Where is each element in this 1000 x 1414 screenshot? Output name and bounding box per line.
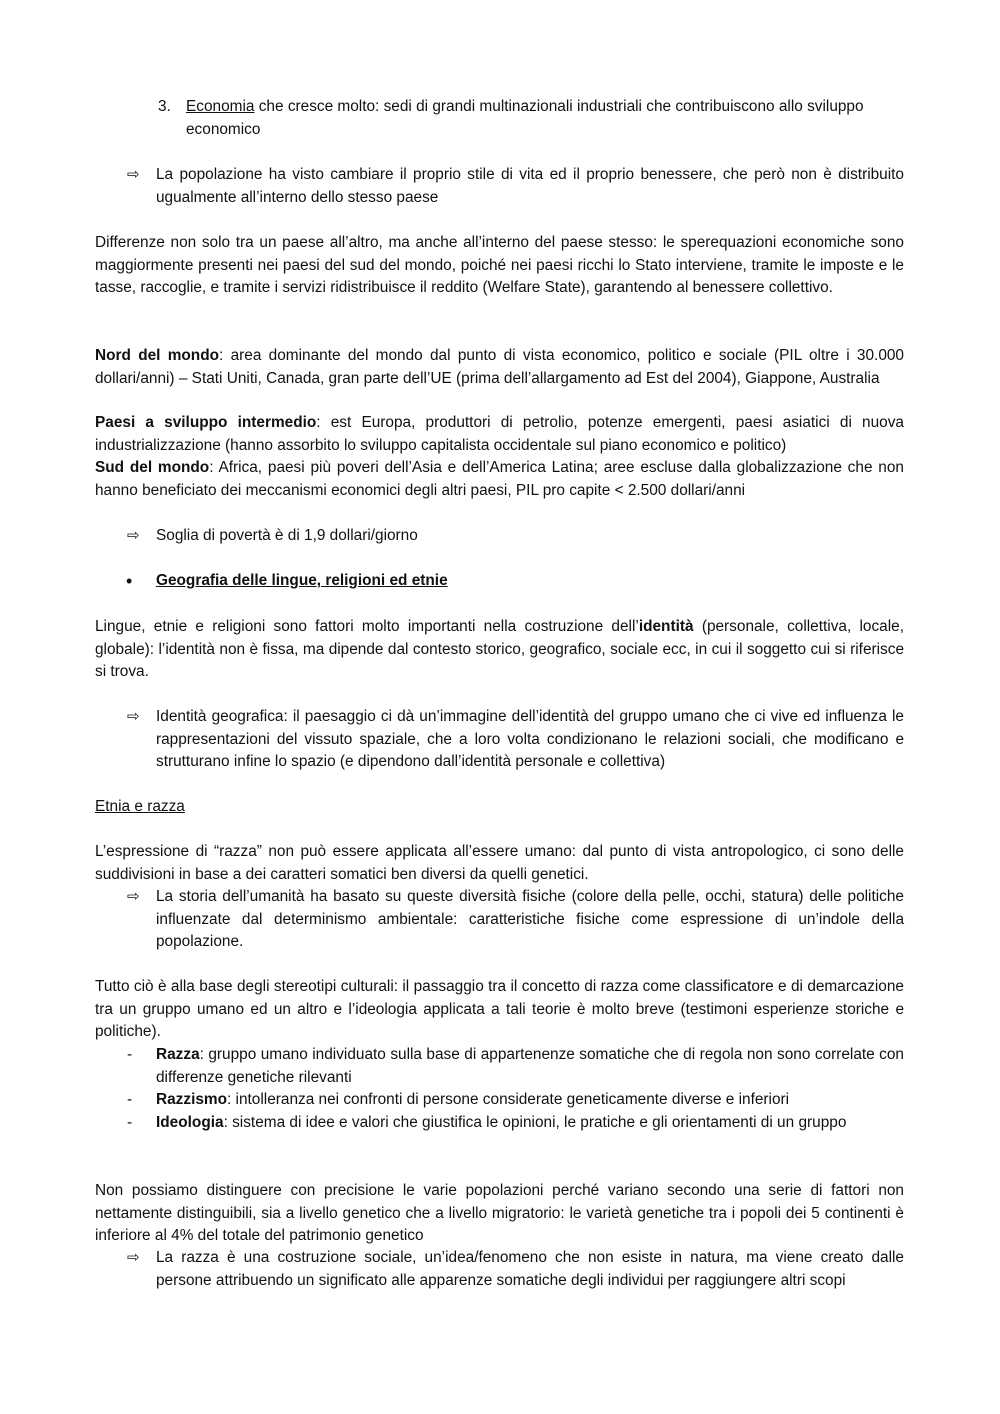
term-razzismo: Razzismo <box>156 1091 227 1108</box>
dash-marker: - <box>127 1046 133 1063</box>
bullet-dot-icon: • <box>126 571 133 591</box>
definition-razzismo <box>156 1089 904 1112</box>
identita-before: Lingue, etnie e religioni sono fattori molto importanti nella costruzione dell’ <box>95 618 639 635</box>
definition-text: : intolleranza nei confronti di persone considerate geneticamente diverse e inferiori <box>227 1091 790 1108</box>
right-arrow-icon: ⇨ <box>127 708 140 725</box>
arrow-item-identita-geografica: Identità geografica: il paesaggio ci dà un’immagine dell’identità del gruppo umano che ci vive ed influenza le rappresentazioni del vissuto spaziale, che a loro volta condizionano le relazioni sociali, che modificano e strutturano infine lo spazio (e dipendono dall’identità personale e collettiva) <box>156 708 904 770</box>
dash-marker: - <box>127 1091 133 1108</box>
paragraph-nord <box>95 345 904 390</box>
sud-text: : Africa, paesi più poveri dell’Asia e dell’America Latina; aree escluse dalla globalizzazione che non hanno beneficiato dei meccanismi economici degli altri paesi, PIL pro capite < 2.500 dollari/anni <box>95 459 904 499</box>
definition-text: : sistema di idee e valori che giustifica le opinioni, le pratiche e gli orientamenti di un gruppo <box>223 1114 847 1131</box>
paragraph-stereotipi: Tutto ciò è alla base degli stereotipi culturali: il passaggio tra il concetto di razza come classificatore e di demarcazione tra un gruppo umano ed un altro e l’ideologia applicata a tali teorie è molto breve (testimoni esperienze storiche e politiche). <box>95 978 904 1040</box>
right-arrow-icon: ⇨ <box>127 527 140 544</box>
right-arrow-icon: ⇨ <box>127 166 140 183</box>
term-razza: Razza <box>156 1046 200 1063</box>
list-item-text: che cresce molto: sedi di grandi multinazionali industriali che contribuiscono allo sviluppo economico <box>186 98 864 138</box>
paragraph-sud <box>95 457 904 502</box>
definition-ideologia <box>156 1112 904 1135</box>
intermedio-text: : est Europa, produttori di petrolio, potenze emergenti, paesi asiatici di nuova industrializzazione (hanno assorbito lo sviluppo capitalista occidentale sul piano economico e politico) <box>95 414 904 454</box>
subheading-text: Etnia e razza <box>95 798 185 815</box>
term-intermedio: Paesi a sviluppo intermedio <box>95 414 317 431</box>
dash-marker: - <box>127 1114 133 1131</box>
arrow-item-storia: La storia dell’umanità ha basato su queste diversità fisiche (colore della pelle, occhi, statura) delle politiche influenzate dal determinismo ambientale: caratteristiche fisiche come espressione di un’indole della popolazione. <box>156 888 904 950</box>
arrow-item-popolazione: La popolazione ha visto cambiare il proprio stile di vita ed il proprio benessere, che però non è distribuito ugualmente all’interno dello stesso paese <box>156 166 904 206</box>
section-heading-text: Geografia delle lingue, religioni ed etnie <box>156 572 448 589</box>
subheading <box>95 796 904 819</box>
definition-razza <box>156 1044 904 1089</box>
term-economia: Economia <box>186 98 255 115</box>
paragraph-intermedio <box>95 412 904 457</box>
term-nord: Nord del mondo <box>95 347 220 364</box>
paragraph-identita <box>95 616 904 684</box>
section-heading <box>156 570 904 593</box>
arrow-item-costruzione-sociale: La razza è una costruzione sociale, un’idea/fenomeno che non esiste in natura, ma viene creato dalle persone attribuendo un significato alle apparenze somatiche degli individui per raggiungere altri scopi <box>156 1249 904 1289</box>
paragraph-popolazioni: Non possiamo distinguere con precisione le varie popolazioni perché variano secondo una serie di fattori non nettamente distinguibili, sia a livello genetico che a livello migratorio: le varietà genetiche tra i popoli dei 5 continenti è inferiore al 4% del totale del patrimonio genetico <box>95 1182 904 1244</box>
list-item-economia <box>186 96 886 141</box>
right-arrow-icon: ⇨ <box>127 888 140 905</box>
term-identita: identità <box>638 618 694 635</box>
nord-text: : area dominante del mondo dal punto di vista economico, politico e sociale (PIL oltre i 30.000 dollari/anni) – Stati Uniti, Canada, gran parte dell’UE (prima dell’allargamento ad Est del 2004), Giappone, Australia <box>95 347 904 387</box>
paragraph-differenze: Differenze non solo tra un paese all’altro, ma anche all’interno del paese stesso: le sperequazioni economiche sono maggiormente presenti nei paesi del sud del mondo, poiché nei paesi ricchi lo Stato interviene, tramite le imposte e le tasse, raccoglie, e tramite i servizi ridistribuisce il reddito (Welfare State), garantendo al benessere collettivo. <box>95 234 904 296</box>
term-sud: Sud del mondo <box>95 459 210 476</box>
list-number: 3. <box>158 98 171 115</box>
arrow-item-soglia: Soglia di povertà è di 1,9 dollari/giorno <box>156 527 418 544</box>
definition-text: : gruppo umano individuato sulla base di appartenenze somatiche che di regola non sono correlate con differenze genetiche rilevanti <box>156 1046 904 1086</box>
right-arrow-icon: ⇨ <box>127 1249 140 1266</box>
identita-after: (personale, collettiva, locale, globale): l’identità non è fissa, ma dipende dal contesto storico, geografico, sociale ecc, in cui il soggetto cui si riferisce si trova. <box>95 618 904 680</box>
term-ideologia: Ideologia <box>156 1114 224 1131</box>
paragraph-razza: L’espressione di “razza” non può essere applicata all’essere umano: dal punto di vista antropologico, ci sono delle suddivisioni in base a dei caratteri somatici ben diversi da quelli genetici. <box>95 843 904 883</box>
